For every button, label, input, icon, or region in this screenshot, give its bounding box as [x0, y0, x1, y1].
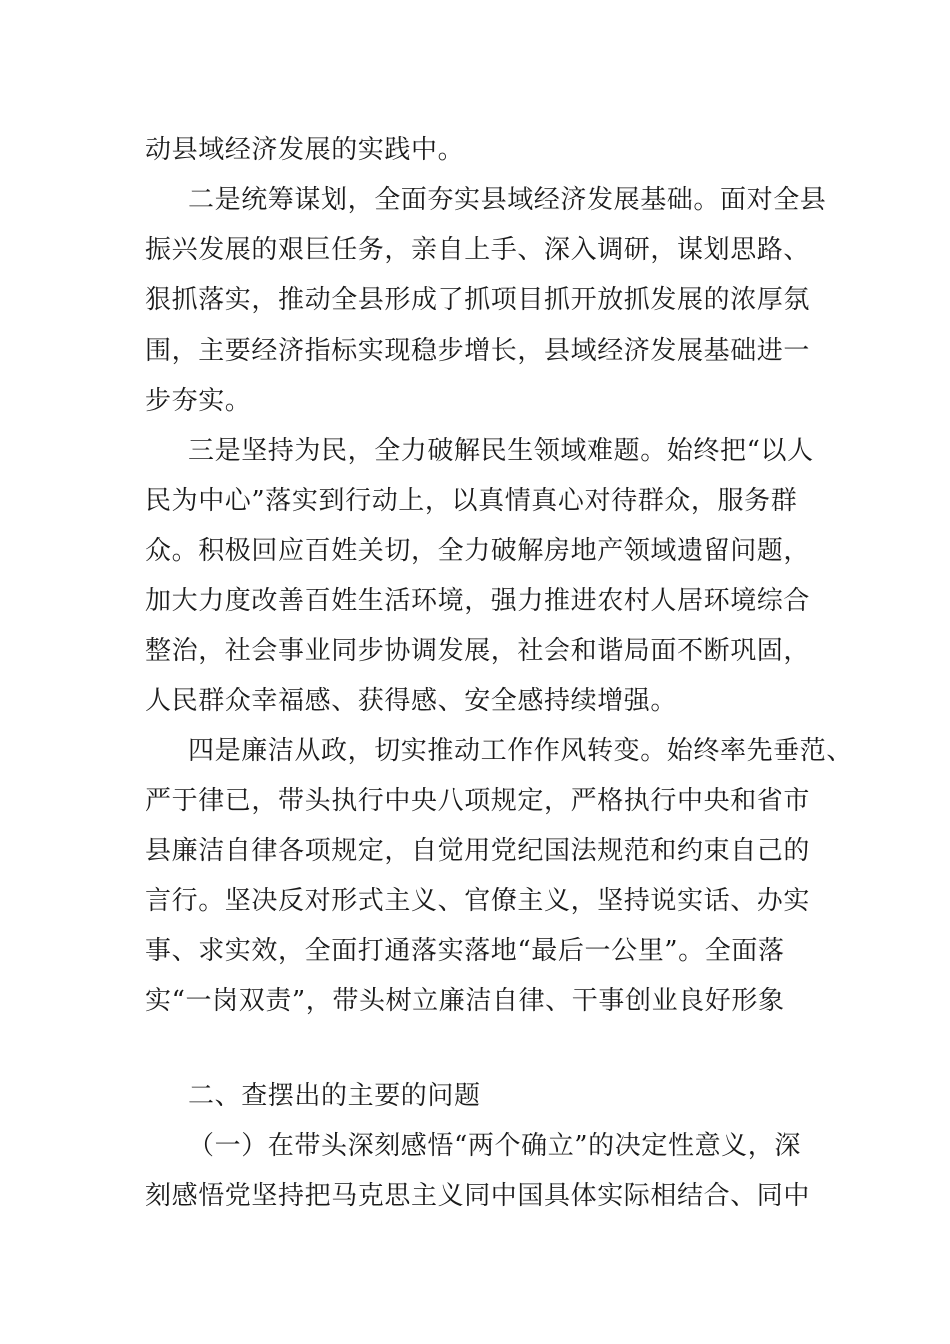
paragraph-line: 言行。坚决反对形式主义、官僚主义，坚持说实话、办实 [145, 886, 811, 916]
paragraph-line: 民为中心”落实到行动上，以真情真心对待群众，服务群 [145, 486, 798, 516]
paragraph-line: 加大力度改善百姓生活环境，强力推进农村人居环境综合 [145, 586, 811, 616]
paragraph-line: （一）在带头深刻感悟“两个确立”的决定性意义，深 [188, 1131, 801, 1161]
paragraph-line: 围，主要经济指标实现稳步增长，县域经济发展基础进一 [145, 336, 811, 366]
paragraph-line: 严于律已，带头执行中央八项规定，严格执行中央和省市 [145, 786, 811, 816]
paragraph-line: 刻感悟党坚持把马克思主义同中国具体实际相结合、同中 [145, 1181, 811, 1211]
paragraph-line: 实“一岗双责”，带头树立廉洁自律、干事创业良好形象 [145, 986, 785, 1016]
paragraph-line: 三是坚持为民，全力破解民生领域难题。始终把“以人 [188, 436, 814, 466]
paragraph-line: 县廉洁自律各项规定，自觉用党纪国法规范和约束自己的 [145, 836, 811, 866]
paragraph-line: 四是廉洁从政，切实推动工作作风转变。始终率先垂范、 [188, 736, 854, 766]
paragraph-line: 振兴发展的艰巨任务，亲自上手、深入调研，谋划思路、 [145, 235, 811, 265]
paragraph-line: 人民群众幸福感、获得感、安全感持续增强。 [145, 686, 678, 716]
paragraph-line: 众。积极回应百姓关切，全力破解房地产领域遗留问题， [145, 536, 811, 566]
paragraph-line: 动县域经济发展的实践中。 [145, 135, 465, 165]
paragraph-line: 步夯实。 [145, 386, 252, 416]
paragraph-line: 二是统筹谋划，全面夯实县域经济发展基础。面对全县 [188, 185, 827, 215]
paragraph-line: 事、求实效，全面打通落实落地“最后一公里”。全面落 [145, 936, 785, 966]
section-heading: 二、查摆出的主要的问题 [188, 1081, 481, 1111]
paragraph-line: 狠抓落实，推动全县形成了抓项目抓开放抓发展的浓厚氛 [145, 285, 811, 315]
paragraph-line: 整治，社会事业同步协调发展，社会和谐局面不断巩固， [145, 636, 811, 666]
